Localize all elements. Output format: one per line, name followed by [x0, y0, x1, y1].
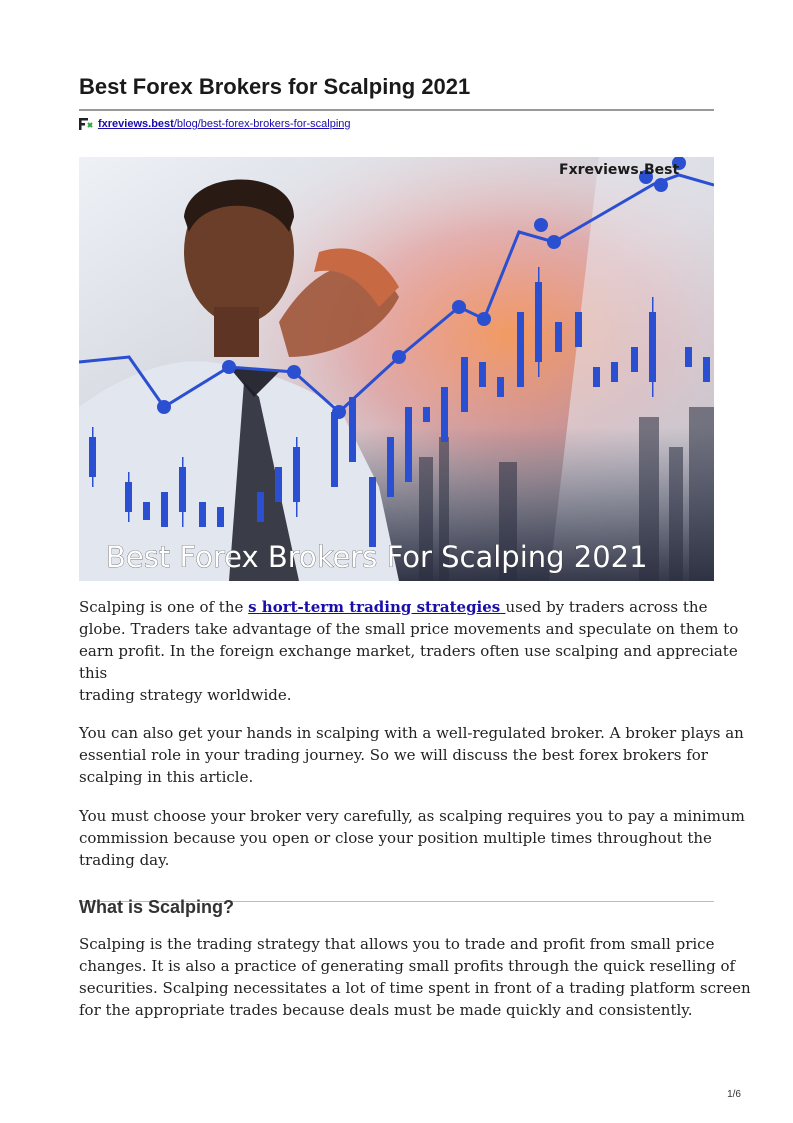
intro-p3-line: You must choose your broker very carefully, as scalping requires you to pay a minimum	[79, 807, 745, 825]
intro-p3-line: trading day.	[79, 851, 170, 869]
intro-p2-line: scalping in this article.	[79, 768, 254, 786]
short-term-trading-strategies-link[interactable]: s hort-term trading strategies	[248, 598, 506, 616]
intro-p1-line: this	[79, 664, 108, 682]
fxreviews-logo-icon	[79, 118, 93, 130]
page-title: Best Forex Brokers for Scalping 2021	[79, 74, 471, 99]
intro-paragraph-3	[79, 805, 745, 871]
intro-p1-text-a: Scalping is one of the	[79, 598, 249, 616]
hero-caption: Best Forex Brokers For Scalping 2021	[106, 540, 648, 574]
source-path: /blog/best-forex-brokers-for-scalping	[173, 118, 351, 130]
source-link-row	[79, 118, 351, 130]
section-p1-line: Scalping is the trading strategy that allows you to trade and profit from small price	[79, 935, 715, 953]
title-divider	[79, 109, 714, 111]
section-p1-line: securities. Scalping necessitates a lot of time spent in front of a trading platform screen	[79, 979, 751, 997]
intro-p3-line: commission because you open or close your position multiple times throughout the	[79, 829, 712, 847]
intro-p1-text-b: used by traders across the	[505, 598, 708, 616]
intro-p2-line: You can also get your hands in scalping with a well-regulated broker. A broker plays an	[79, 724, 744, 742]
hero-watermark: Fxreviews.Best	[559, 162, 680, 178]
hero-image	[79, 157, 714, 581]
intro-paragraph-2	[79, 722, 744, 788]
section-p1-line: for the appropriate trades because deals must be made quickly and consistently.	[79, 1001, 693, 1019]
source-link[interactable]	[98, 118, 351, 130]
section-heading: What is Scalping?	[79, 897, 235, 917]
intro-p1-line: earn profit. In the foreign exchange market, traders often use scalping and appreciate	[79, 642, 738, 660]
intro-p1-line: trading strategy worldwide.	[79, 686, 292, 704]
page-number: 1/6	[727, 1089, 741, 1100]
section-p1-line: changes. It is also a practice of generating small profits through the quick reselling of	[79, 957, 736, 975]
intro-p2-line: essential role in your trading journey. So we will discuss the best forex brokers for	[79, 746, 708, 764]
man-with-forex-chart-image	[79, 157, 714, 581]
source-domain: fxreviews.best	[98, 118, 174, 130]
intro-p1-line: globe. Traders take advantage of the small price movements and speculate on them to	[79, 620, 739, 638]
section-paragraph-1	[79, 933, 751, 1021]
intro-paragraph-1	[79, 596, 739, 706]
